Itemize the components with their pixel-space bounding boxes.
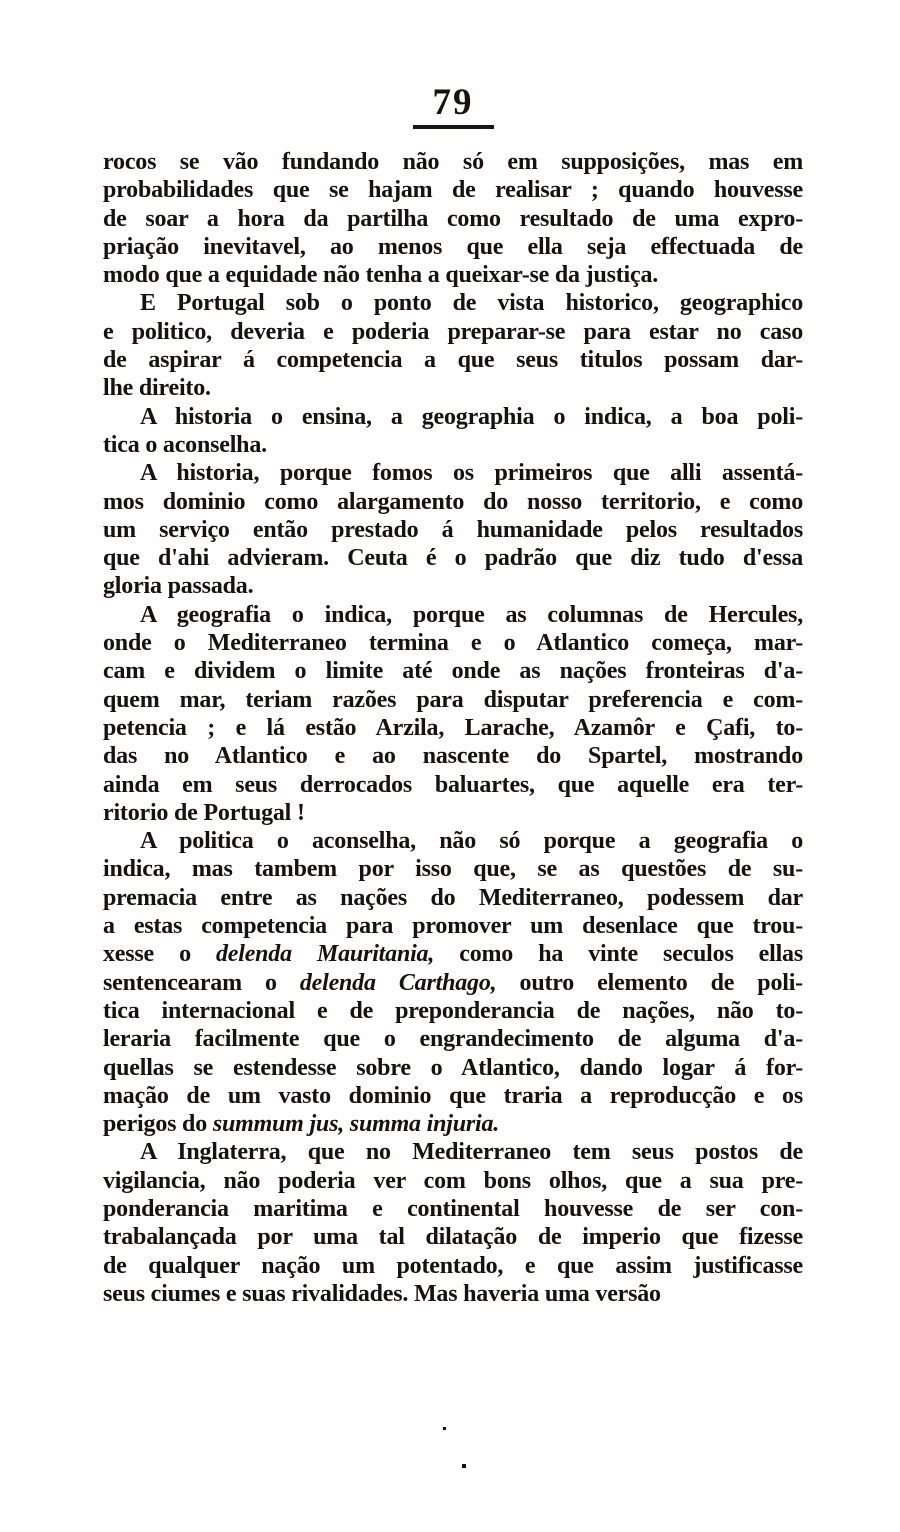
- paragraph: [103, 601, 803, 827]
- paragraph: [103, 148, 803, 289]
- text-line: vigilancia, não poderia ver com bons olhos, que a sua pre-: [103, 1167, 803, 1194]
- scan-artifact: [443, 1427, 446, 1430]
- text-line: onde o Mediterraneo termina e o Atlantico começa, mar-: [103, 630, 803, 657]
- text-line: lhe direito.: [103, 375, 211, 402]
- text-line: ritorio de Portugal !: [103, 799, 305, 826]
- text-line: ainda em seus derrocados baluartes, que aquelle era ter-: [103, 771, 803, 798]
- page-number: 79: [413, 84, 494, 129]
- text-line: leraria facilmente que o engrandecimento de alguma d'a-: [103, 1026, 803, 1053]
- text-line: A historia o ensina, a geographia o indica, a boa poli-: [140, 403, 803, 430]
- text-line: premacia entre as nações do Mediterraneo, podessem dar: [103, 884, 803, 911]
- text-line: E Portugal sob o ponto de vista historico, geographico: [140, 290, 803, 317]
- text-line: A historia, porque fomos os primeiros que alli assentá-: [140, 460, 803, 487]
- text-line: de aspirar á competencia a que seus titulos possam dar-: [103, 347, 803, 374]
- text-line: rocos se vão fundando não só em supposições, mas em: [103, 149, 803, 175]
- text-line: modo que a equidade não tenha a queixar-se da justiça.: [103, 262, 659, 289]
- text-line: quem mar, teriam razões para disputar preferencia e com-: [103, 686, 803, 713]
- text-line: mos dominio como alargamento do nosso territorio, e como: [103, 488, 803, 515]
- text-line: de soar a hora da partilha como resultado de uma expro-: [103, 205, 803, 232]
- text-line: tica internacional e de preponderancia de nações, não to-: [103, 997, 803, 1024]
- text-line: sentencearam o delenda Carthago, outro elemento de poli-: [103, 969, 803, 996]
- paragraph: [103, 827, 803, 1138]
- text-line: das no Atlantico e ao nascente do Spartel, mostrando: [103, 743, 803, 770]
- text-line: gloria passada.: [103, 573, 254, 600]
- text-line: que d'ahi advieram. Ceuta é o padrão que diz tudo d'essa: [103, 545, 803, 572]
- text-line: A Inglaterra, que no Mediterraneo tem seus postos de: [140, 1139, 803, 1166]
- text-line: priação inevitavel, ao menos que ella seja effectuada de: [103, 233, 803, 260]
- text-line: petencia ; e lá estão Arzila, Larache, Azamôr e Çafi, to-: [103, 714, 803, 741]
- text-line: um serviço então prestado á humanidade pelos resultados: [103, 516, 803, 543]
- text-line: tica o aconselha.: [103, 431, 267, 458]
- text-line: xesse o delenda Mauritania, como ha vinte seculos ellas: [103, 941, 803, 968]
- page-text: [103, 148, 803, 1308]
- page-header: [103, 84, 803, 129]
- text-line: indica, mas tambem por isso que, se as questões de su-: [103, 856, 803, 883]
- text-line: e politico, deveria e poderia preparar-se para estar no caso: [103, 318, 803, 345]
- text-line: ponderancia maritima e continental houvesse de ser con-: [103, 1195, 803, 1222]
- text-line: probabilidades que se hajam de realisar ; quando houvesse: [103, 177, 803, 204]
- paragraph: [103, 403, 803, 460]
- text-line: quellas se estendesse sobre o Atlantico, dando logar á for-: [103, 1054, 803, 1081]
- text-line: seus ciumes e suas rivalidades. Mas haveria uma versão: [103, 1280, 661, 1307]
- text-line: trabalançada por uma tal dilatação de imperio que fizesse: [103, 1224, 803, 1251]
- paragraph: [103, 459, 803, 600]
- text-line: de qualquer nação um potentado, e que assim justificasse: [103, 1252, 803, 1279]
- paragraph: [103, 289, 803, 402]
- text-line: a estas competencia para promover um desenlace que trou-: [103, 913, 803, 940]
- text-line: A geografia o indica, porque as columnas de Hercules,: [140, 601, 803, 628]
- scan-artifact: [462, 1464, 466, 1468]
- text-line: perigos do summum jus, summa injuria.: [103, 1111, 500, 1138]
- text-line: A politica o aconselha, não só porque a geografia o: [140, 828, 803, 855]
- paragraph: [103, 1138, 803, 1308]
- text-line: cam e dividem o limite até onde as nações fronteiras d'a-: [103, 658, 803, 685]
- text-line: mação de um vasto dominio que traria a reproducção e os: [103, 1082, 803, 1109]
